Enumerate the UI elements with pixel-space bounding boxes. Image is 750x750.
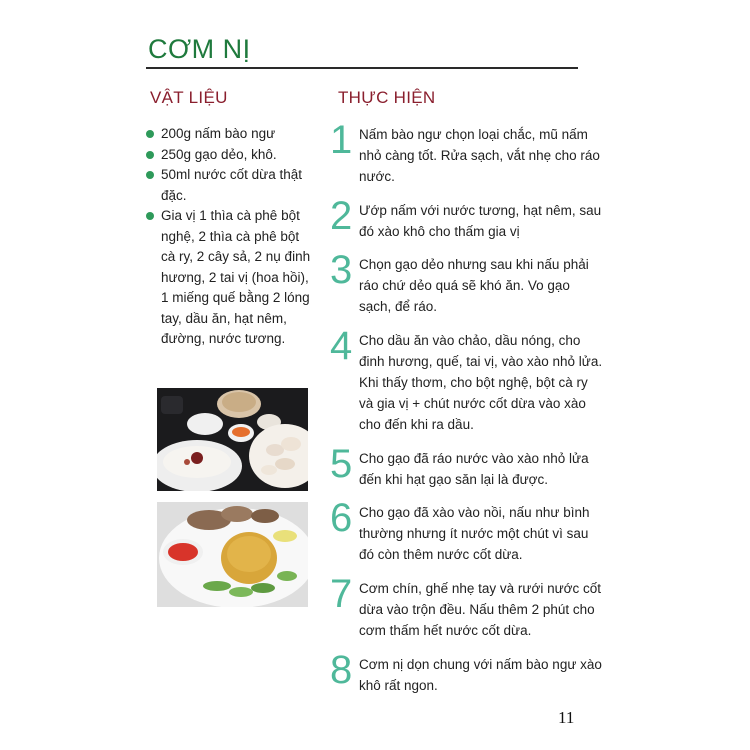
page-number: 11 xyxy=(558,708,575,727)
step-number: 4 xyxy=(330,324,353,368)
ingredient-text: 200g nấm bào ngư xyxy=(161,126,276,141)
step-number: 6 xyxy=(330,496,353,540)
ingredient-item xyxy=(146,145,316,166)
ingredients-heading: VẬT LIỆU xyxy=(150,88,228,107)
step-text: Cơm nị dọn chung với nấm bào ngư xào khô rất ngon. xyxy=(359,657,602,693)
dish-photo xyxy=(157,502,308,607)
step-number: 3 xyxy=(330,248,353,292)
step-text: Cơm chín, ghế nhẹ tay và rưới nước cốt dừa vào trộn đều. Nấu thêm 2 phút cho cơm thấm hết nước cốt dừa. xyxy=(359,581,601,638)
bullet-icon xyxy=(146,171,154,179)
bullet-icon xyxy=(146,130,154,138)
ingredient-item xyxy=(146,206,316,350)
steps-heading: THỰC HIỆN xyxy=(338,88,436,107)
step-number: 7 xyxy=(330,572,353,616)
ingredient-item xyxy=(146,124,316,145)
step-number: 8 xyxy=(330,648,353,692)
step-number: 1 xyxy=(330,118,353,162)
ingredient-text: Gia vị 1 thìa cà phê bột nghệ, 2 thìa cà phê bột cà ry, 2 cây sả, 2 nụ đinh hương, 2 tai vị (hoa hồi), 1 miếng quế bằng 2 lóng tay, dầu ăn, hạt nêm, đường, nước tương. xyxy=(161,208,311,346)
step-text: Ướp nấm với nước tương, hạt nêm, sau đó xào khô cho thấm gia vị xyxy=(359,203,602,239)
step-text: Cho gạo đã ráo nước vào xào nhỏ lửa đến khi hạt gạo săn lại là được. xyxy=(359,451,589,487)
step-text: Cho dầu ăn vào chảo, dầu nóng, cho đinh hương, quế, tai vị, vào xào nhỏ lửa. Khi thấy thơm, cho bột nghệ, bột cà ry và gia vị + chút nước cốt dừa vào xào cho đến khi ra dầu. xyxy=(359,333,603,432)
title-rule xyxy=(146,67,578,69)
step-text: Nấm bào ngư chọn loại chắc, mũ nấm nhỏ càng tốt. Rửa sạch, vắt nhẹ cho ráo nước. xyxy=(359,127,600,184)
ingredient-text: 50ml nước cốt dừa thật đặc. xyxy=(161,167,302,203)
bullet-icon xyxy=(146,212,154,220)
ingredient-text: 250g gạo dẻo, khô. xyxy=(161,146,277,162)
step-number: 2 xyxy=(330,194,353,238)
step-text: Chọn gạo dẻo nhưng sau khi nấu phải ráo chứ dẻo quá sẽ khó ăn. Vo gạo sạch, để ráo. xyxy=(359,257,589,314)
page-title: CƠM NỊ xyxy=(148,34,251,64)
step-text: Cho gạo đã xào vào nồi, nấu như bình thường nhưng ít nước một chút vì sau đó còn thêm nước cốt dừa. xyxy=(359,505,590,562)
ingredients-list xyxy=(146,124,316,350)
step-number: 5 xyxy=(330,442,353,486)
bullet-icon xyxy=(146,151,154,159)
ingredients-photo xyxy=(157,388,308,491)
ingredient-item xyxy=(146,165,316,206)
